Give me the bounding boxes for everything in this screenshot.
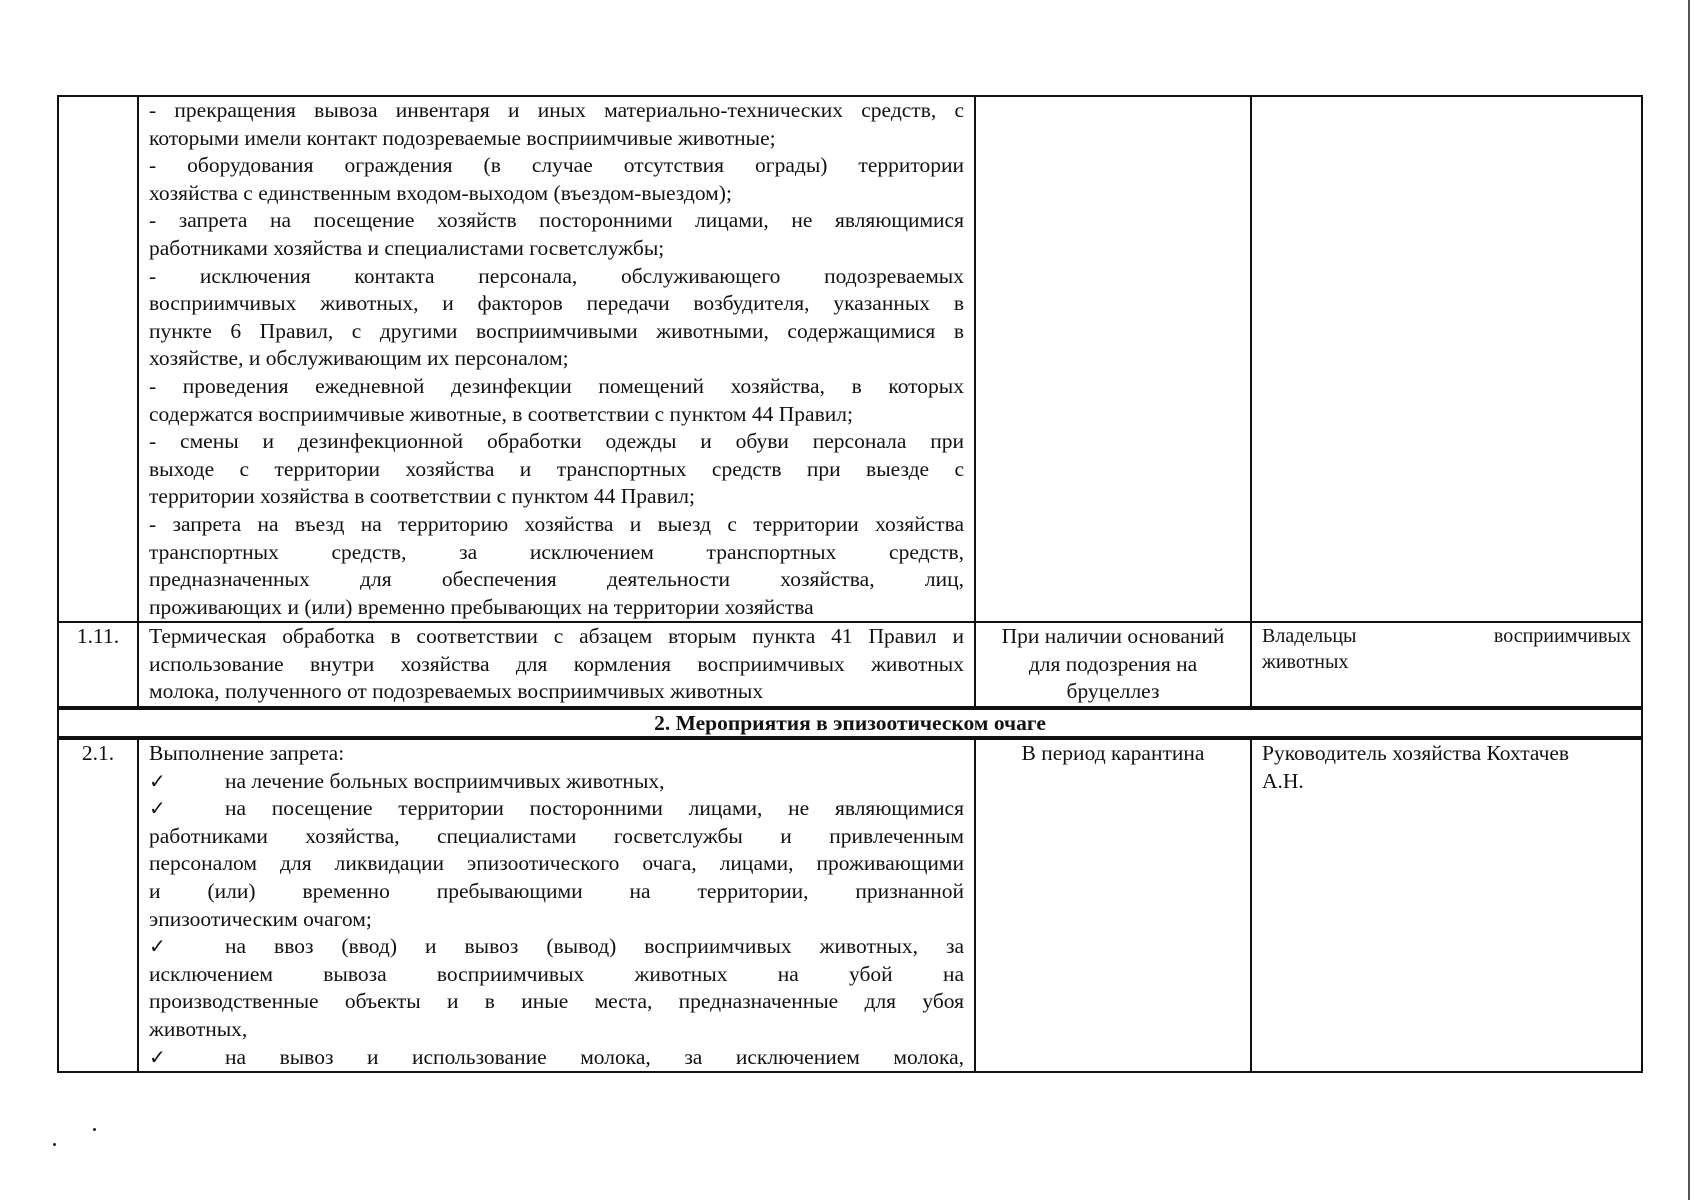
term-line: При наличии оснований — [1001, 624, 1225, 649]
responsible-word: восприимчивых — [1493, 625, 1631, 648]
text-line: молока, полученного от подозреваемых восприимчивых животных — [149, 679, 764, 704]
scan-speck — [53, 1143, 56, 1146]
responsible-cell — [1251, 738, 1642, 1072]
checkmark-icon: ✓ — [149, 796, 166, 821]
row-number: 1.11. — [58, 622, 138, 708]
responsible-line — [1262, 623, 1631, 649]
checklist-line: работниками хозяйства, специалистами госветслужбы и привлеченным — [149, 823, 964, 848]
term-cell — [975, 96, 1251, 622]
checklist-line: производственные объекты и в иные места, предназначенные для убоя — [149, 989, 964, 1014]
text-line: территории хозяйства в соответствии с пунктом 44 Правил; — [149, 484, 695, 509]
text-line: - исключения контакта персонала, обслуживающего подозреваемых — [149, 263, 964, 288]
text-line: хозяйстве, и обслуживающим их персоналом; — [149, 346, 569, 371]
checklist-line — [149, 795, 964, 823]
checklist-line: исключением вывоза восприимчивых животных на убой на — [149, 961, 964, 986]
checklist-text: на лечение больных восприимчивых животных, — [225, 768, 665, 793]
table-row — [58, 738, 1642, 1072]
checklist-text: на посещение территории посторонними лицами, не являющимися — [225, 796, 964, 821]
term-cell: В период карантина — [975, 738, 1251, 1072]
measure-text — [138, 738, 975, 1072]
checkmark-icon: ✓ — [149, 768, 166, 793]
measure-text — [138, 622, 975, 708]
checklist-line: животных, — [149, 1017, 248, 1041]
checklist-line — [149, 768, 964, 796]
row-number: 2.1. — [58, 738, 138, 1072]
responsible-cell — [1251, 622, 1642, 708]
text-line: - запрета на въезд на территорию хозяйства и выезд с территории хозяйства — [149, 511, 964, 536]
text-line: выходе с территории хозяйства и транспортных средств при выезде с — [149, 456, 964, 481]
text-line: восприимчивых животных, и факторов передачи возбудителя, указанных в — [149, 291, 964, 316]
text-line: - оборудования ограждения (в случае отсутствия ограды) территории — [149, 153, 964, 178]
text-line: содержатся восприимчивые животные, в соответствии с пунктом 44 Правил; — [149, 401, 853, 426]
checklist-line — [149, 933, 964, 961]
text-line: проживающих и (или) временно пребывающих на территории хозяйства — [149, 594, 814, 619]
text-line: которыми имели контакт подозреваемые восприимчивые животные; — [149, 125, 776, 150]
measure-intro: Выполнение запрета: — [149, 741, 345, 766]
responsible-word: Владельцы — [1262, 625, 1357, 648]
text-line: работниками хозяйства и специалистами госветслужбы; — [149, 235, 665, 260]
checklist-text: на вывоз и использование молока, за исключением молока, — [225, 1044, 964, 1069]
term-cell — [975, 622, 1251, 708]
checkmark-icon: ✓ — [149, 1044, 166, 1069]
responsible-line: Руководитель хозяйства Кохтачев — [1262, 741, 1570, 766]
term-line: для подозрения на — [1028, 651, 1198, 676]
text-line: предназначенных для обеспечения деятельности хозяйства, лиц, — [149, 567, 964, 592]
text-line: использование внутри хозяйства для кормления восприимчивых животных — [149, 651, 964, 676]
responsible-line: А.Н. — [1262, 768, 1304, 793]
text-line: Термическая обработка в соответствии с абзацем вторым пункта 41 Правил и — [149, 624, 964, 649]
section-header-row — [58, 708, 1642, 738]
section-title: 2. Мероприятия в эпизоотическом очаге — [58, 708, 1642, 738]
text-line: - смены и дезинфекционной обработки одежды и обуви персонала при — [149, 429, 964, 454]
table-row — [58, 96, 1642, 622]
term-line: бруцеллез — [1066, 679, 1160, 704]
checklist-line — [149, 1044, 964, 1072]
table-row — [58, 622, 1642, 708]
measure-text — [138, 96, 975, 622]
row-number — [58, 96, 138, 622]
text-line: - запрета на посещение хозяйств посторонними лицами, не являющимися — [149, 208, 964, 233]
responsible-cell — [1251, 96, 1642, 622]
text-line: пункте 6 Правил, с другими восприимчивыми животными, содержащимися в — [149, 318, 964, 343]
checklist-line: и (или) временно пребывающими на территории, признанной — [149, 879, 964, 904]
responsible-line: животных — [1262, 651, 1349, 674]
measures-table — [57, 95, 1643, 1073]
scan-speck — [93, 1128, 96, 1131]
text-line: - проведения ежедневной дезинфекции помещений хозяйства, в которых — [149, 373, 964, 398]
scan-edge — [1688, 0, 1690, 1200]
text-line: - прекращения вывоза инвентаря и иных материально-технических средств, с — [149, 98, 964, 122]
text-line: транспортных средств, за исключением транспортных средств, — [149, 539, 964, 564]
checkmark-icon: ✓ — [149, 934, 166, 959]
text-line: хозяйства с единственным входом-выходом (въездом-выездом); — [149, 180, 732, 205]
checklist-line: эпизоотическим очагом; — [149, 906, 372, 931]
checklist-line: персоналом для ликвидации эпизоотического очага, лицами, проживающими — [149, 851, 964, 876]
checklist-text: на ввоз (ввод) и вывоз (вывод) восприимчивых животных, за — [225, 934, 964, 959]
